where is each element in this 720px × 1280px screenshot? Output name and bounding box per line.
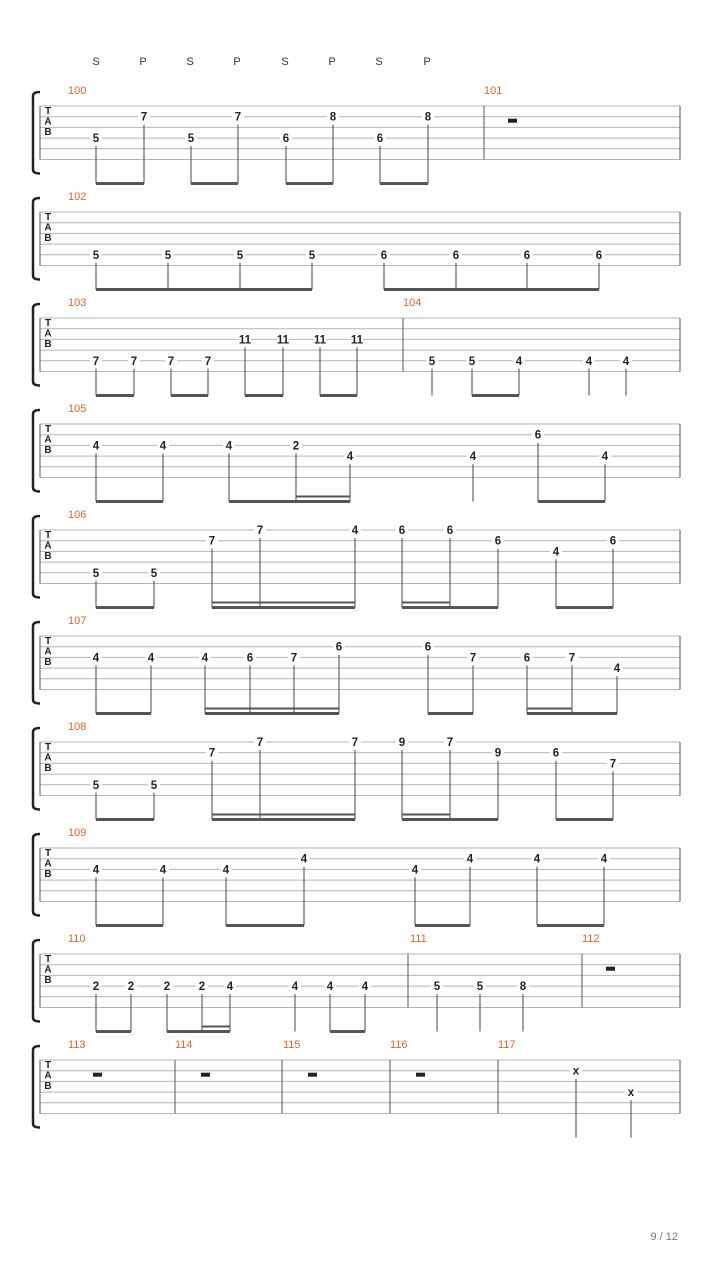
measure-number: 101	[484, 85, 503, 97]
tab-clef-letter: T	[44, 1060, 52, 1071]
fret-number: 4	[351, 525, 359, 537]
measure-number: 102	[68, 191, 87, 203]
measure-number: 100	[68, 85, 87, 97]
fret-number: 5	[187, 133, 195, 146]
fret-number: 5	[150, 567, 158, 580]
fret-number: 2	[163, 981, 171, 994]
fret-number: 5	[468, 355, 476, 368]
system-bracket	[33, 728, 40, 810]
fret-number: 4	[226, 981, 234, 994]
fret-number: 4	[466, 853, 474, 866]
fret-number: 6	[246, 652, 254, 665]
fret-number: 7	[290, 652, 298, 665]
picking-label: P	[233, 56, 241, 68]
tab-clef-letter: A	[44, 964, 52, 976]
measure-number: 114	[175, 1039, 193, 1051]
fret-number: 4	[147, 652, 155, 665]
fret-number: 5	[92, 133, 100, 146]
system-bracket	[33, 940, 40, 1022]
fret-number: 6	[446, 525, 454, 537]
tab-clef-letter: B	[44, 445, 52, 456]
measure-number: 108	[68, 721, 87, 733]
tab-clef-letter: A	[44, 116, 52, 128]
fret-number: 4	[533, 853, 541, 866]
fret-number: 6	[595, 249, 603, 262]
tab-clef-letter: A	[44, 222, 52, 234]
whole-rest	[606, 967, 615, 971]
fret-number: x	[627, 1087, 635, 1100]
measure-number: 115	[283, 1039, 301, 1051]
fret-number: 6	[380, 249, 388, 262]
fret-number: 2	[198, 981, 206, 994]
tab-clef-letter: T	[44, 954, 52, 965]
fret-number: 6	[523, 652, 531, 665]
fret-number: 7	[446, 737, 454, 749]
tab-clef-letter: T	[44, 742, 52, 753]
fret-number: 4	[346, 451, 354, 464]
measure-number: 113	[68, 1039, 86, 1051]
fret-number: 4	[92, 864, 100, 877]
fret-number: 6	[609, 535, 617, 548]
fret-number: 8	[519, 981, 527, 994]
fret-number: 11	[238, 334, 252, 347]
fret-number: 7	[609, 758, 617, 771]
fret-number: 11	[350, 334, 364, 347]
fret-number: 5	[92, 779, 100, 792]
fret-number: 6	[335, 641, 343, 654]
tab-clef-letter: A	[44, 1070, 52, 1082]
fret-number: 4	[552, 546, 560, 559]
system-bracket	[33, 92, 40, 174]
tab-clef-letter: A	[44, 646, 52, 658]
tab-clef-letter: T	[44, 636, 52, 647]
system-bracket	[33, 622, 40, 704]
fret-number: 5	[164, 249, 172, 262]
fret-number: 7	[167, 355, 175, 368]
fret-number: 4	[201, 652, 209, 665]
fret-number: 4	[300, 853, 308, 866]
fret-number: 4	[225, 440, 233, 453]
fret-number: 11	[313, 334, 327, 347]
tab-clef-letter: B	[44, 763, 52, 774]
fret-number: 8	[424, 111, 432, 124]
tab-clef-letter: A	[44, 328, 52, 340]
fret-number: 5	[92, 249, 100, 262]
fret-number: 4	[515, 355, 523, 368]
picking-label: S	[281, 56, 289, 68]
fret-number: 5	[433, 981, 441, 994]
tab-clef-letter: T	[44, 530, 52, 541]
fret-number: 6	[376, 133, 384, 146]
fret-number: 2	[292, 440, 300, 453]
tab-clef-letter: B	[44, 869, 52, 880]
tab-clef-letter: B	[44, 657, 52, 668]
measure-number: 117	[498, 1039, 516, 1051]
whole-rest	[508, 119, 517, 123]
fret-number: 4	[469, 451, 477, 464]
measure-number: 116	[390, 1039, 408, 1051]
fret-number: 4	[411, 864, 419, 877]
fret-number: 7	[234, 111, 242, 124]
fret-number: 5	[308, 249, 316, 262]
fret-number: x	[572, 1065, 580, 1078]
system-bracket	[33, 198, 40, 280]
fret-number: 6	[452, 249, 460, 262]
fret-number: 4	[159, 864, 167, 877]
tab-clef-letter: B	[44, 975, 52, 986]
system-bracket	[33, 834, 40, 916]
fret-number: 9	[494, 747, 502, 760]
fret-number: 4	[601, 451, 609, 464]
measure-number: 105	[68, 403, 87, 415]
system-bracket	[33, 304, 40, 386]
fret-number: 7	[140, 111, 148, 124]
fret-number: 7	[92, 355, 100, 368]
fret-number: 4	[92, 652, 100, 665]
fret-number: 6	[398, 525, 406, 537]
fret-number: 6	[282, 133, 290, 146]
fret-number: 6	[523, 249, 531, 262]
tab-clef-letter: A	[44, 540, 52, 552]
fret-number: 7	[256, 737, 264, 749]
measure-number: 112	[582, 933, 600, 945]
fret-number: 7	[351, 737, 359, 749]
fret-number: 5	[428, 355, 436, 368]
fret-number: 4	[92, 440, 100, 453]
picking-label: S	[375, 56, 383, 68]
whole-rest	[93, 1073, 102, 1077]
page-indicator: 9 / 12	[650, 1231, 678, 1243]
whole-rest	[416, 1073, 425, 1077]
tab-clef-letter: T	[44, 212, 52, 223]
fret-number: 6	[424, 641, 432, 654]
picking-label: P	[139, 56, 147, 68]
tab-clef-letter: B	[44, 339, 52, 350]
system-bracket	[33, 1046, 40, 1128]
fret-number: 9	[398, 737, 406, 749]
fret-number: 4	[585, 355, 593, 368]
fret-number: 4	[326, 981, 334, 994]
tab-clef-letter: B	[44, 233, 52, 244]
picking-label: P	[328, 56, 336, 68]
picking-label: S	[186, 56, 194, 68]
fret-number: 6	[552, 747, 560, 760]
fret-number: 6	[534, 429, 542, 442]
fret-number: 5	[150, 779, 158, 792]
fret-number: 6	[494, 535, 502, 548]
measure-number: 104	[403, 297, 422, 309]
fret-number: 7	[130, 355, 138, 368]
fret-number: 2	[92, 981, 100, 994]
fret-number: 4	[159, 440, 167, 453]
fret-number: 7	[204, 355, 212, 368]
measure-number: 103	[68, 297, 87, 309]
tab-clef-letter: A	[44, 434, 52, 446]
picking-label: S	[92, 56, 100, 68]
fret-number: 7	[568, 652, 576, 665]
system-bracket	[33, 516, 40, 598]
fret-number: 7	[469, 652, 477, 665]
measure-number: 109	[68, 827, 87, 839]
system-bracket	[33, 410, 40, 492]
tab-clef-letter: T	[44, 318, 52, 329]
fret-number: 5	[92, 567, 100, 580]
fret-number: 7	[208, 747, 216, 760]
measure-number: 110	[68, 933, 86, 945]
fret-number: 4	[361, 981, 369, 994]
whole-rest	[308, 1073, 317, 1077]
fret-number: 7	[208, 535, 216, 548]
tab-clef-letter: T	[44, 848, 52, 859]
fret-number: 5	[476, 981, 484, 994]
measure-number: 111	[410, 933, 427, 945]
picking-label: P	[423, 56, 431, 68]
tab-clef-letter: A	[44, 858, 52, 870]
fret-number: 4	[613, 663, 621, 676]
fret-number: 11	[276, 334, 290, 347]
fret-number: 7	[256, 525, 264, 537]
tab-clef-letter: A	[44, 752, 52, 764]
measure-number: 107	[68, 615, 87, 627]
whole-rest	[201, 1073, 210, 1077]
fret-number: 4	[600, 853, 608, 866]
tab-clef-letter: T	[44, 106, 52, 117]
tab-clef-letter: B	[44, 1081, 52, 1092]
fret-number: 2	[127, 981, 135, 994]
fret-number: 4	[291, 981, 299, 994]
tab-clef-letter: B	[44, 551, 52, 562]
fret-number: 5	[236, 249, 244, 262]
fret-number: 8	[329, 111, 337, 124]
tab-clef-letter: B	[44, 127, 52, 138]
fret-number: 4	[622, 355, 630, 368]
fret-number: 4	[222, 864, 230, 877]
measure-number: 106	[68, 509, 87, 521]
tab-clef-letter: T	[44, 424, 52, 435]
